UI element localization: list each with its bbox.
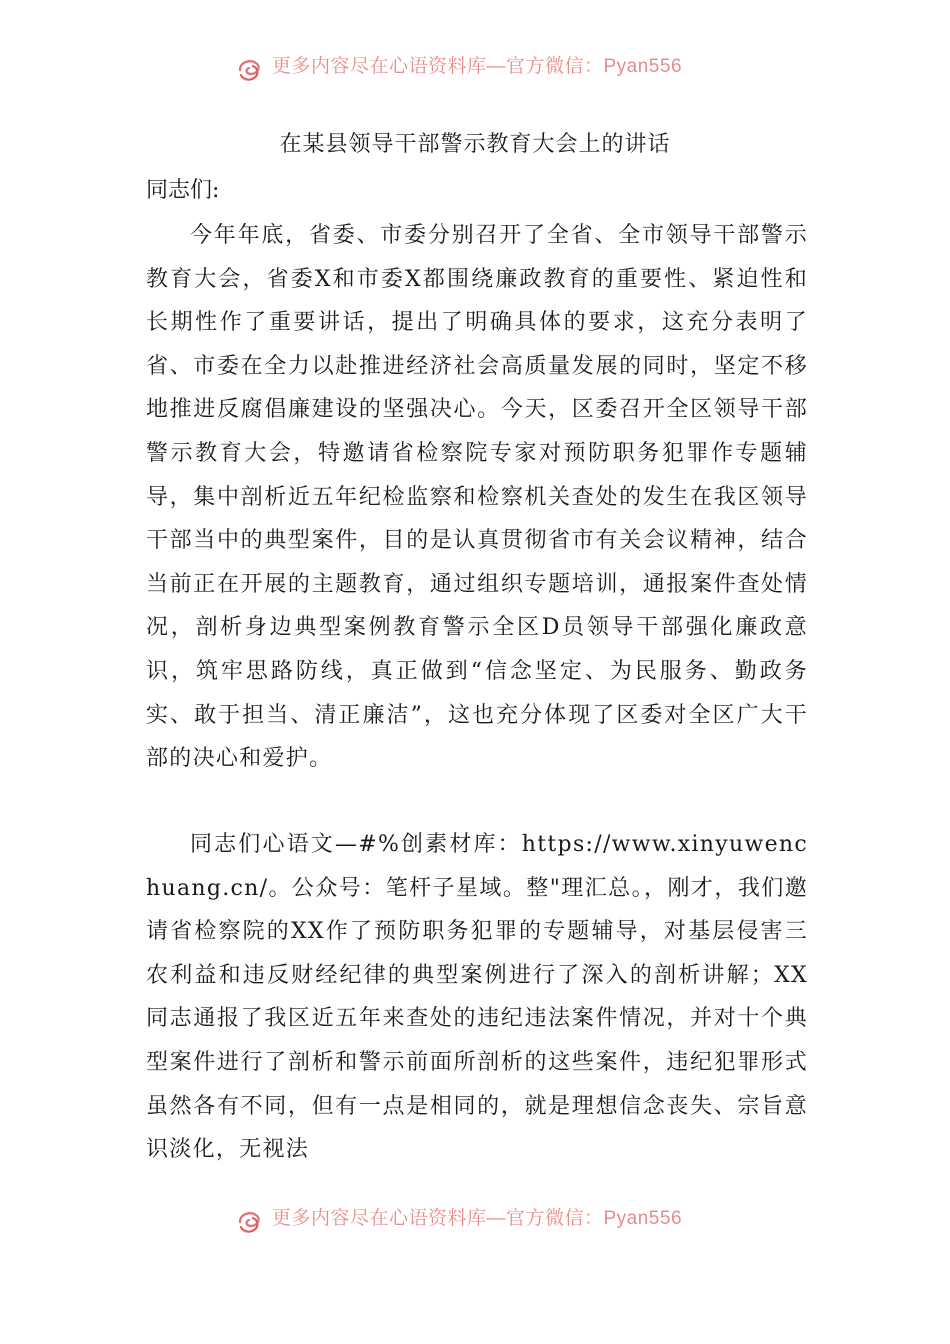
swirl-logo-icon <box>236 1208 266 1234</box>
watermark-banner-top <box>236 54 736 84</box>
watermark-text: 更多内容尽在心语资料库—官方微信：Pyan556 <box>272 1207 683 1229</box>
watermark-text: 更多内容尽在心语资料库—官方微信：Pyan556 <box>272 55 683 77</box>
body-paragraph: 同志们心语文—#%创素材库：https://www.xinyuwenchuang.cn/。公众号：笔杆子星域。整"理汇总。，刚才，我们邀请省检察院的XX作了预防职务犯罪的专题辅导，对基层侵害三农利益和违反财经纪律的典型案例进行了深入的剖析讲解；XX同志通报了我区近五年来查处的违纪违法案件情况，并对十个典型案件进行了剖析和警示前面所剖析的这些案件，违纪犯罪形式虽然各有不同，但有一点是相同的，就是理想信念丧失、宗旨意识淡化，无视法 <box>146 832 808 1163</box>
body-paragraph: 今年年底，省委、市委分别召开了全省、全市领导干部警示教育大会，省委X和市委X都围绕廉政教育的重要性、紧迫性和长期性作了重要讲话，提出了明确具体的要求，这充分表明了省、市委在全力以赴推进经济社会高质量发展的同时，坚定不移地推进反腐倡廉建设的坚强决心。今天，区委召开全区领导干部警示教育大会，特邀请省检察院专家对预防职务犯罪作专题辅导，集中剖析近五年纪检监察和检察机关查处的发生在我区领导干部当中的典型案件，目的是认真贯彻省市有关会议精神，结合当前正在开展的主题教育，通过组织专题培训，通报案件查处情况，剖析身边典型案例教育警示全区D员领导干部强化廉政意识，筑牢思路防线，真正做到“信念坚定、为民服务、勤政务实、敢于担当、清正廉洁”，这也充分体现了区委对全区广大干部的决心和爱护。 <box>146 223 808 772</box>
document-title: 在某县领导干部警示教育大会上的讲话 <box>279 132 671 157</box>
watermark-banner-bottom <box>236 1206 736 1236</box>
salutation: 同志们: <box>146 178 220 203</box>
swirl-logo-icon <box>236 56 266 82</box>
